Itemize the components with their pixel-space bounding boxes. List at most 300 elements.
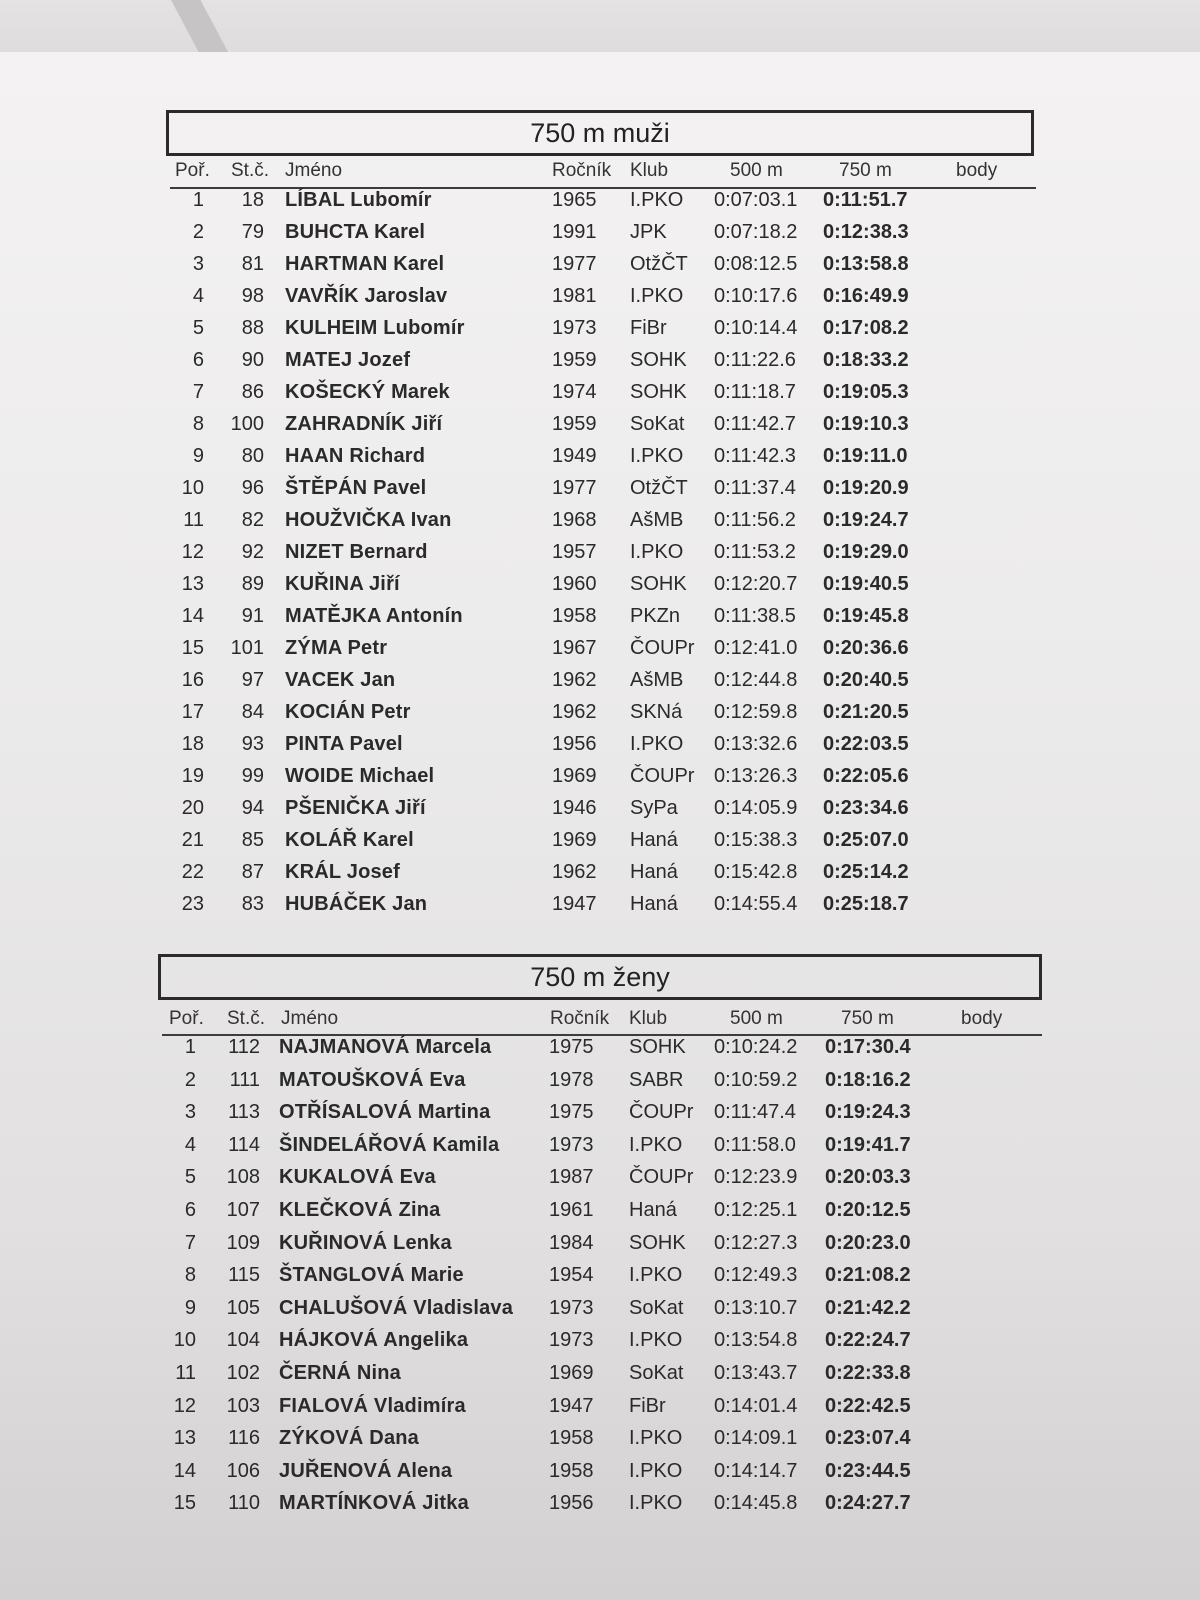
cell-cas-500m: 0:11:42.7 [714, 413, 796, 435]
cell-jmeno: HAAN Richard [285, 445, 426, 467]
cell-jmeno: KUKALOVÁ Eva [279, 1166, 436, 1189]
cell-rocnik: 1959 [552, 349, 597, 371]
cell-poradi: 8 [184, 1264, 196, 1287]
table-row [170, 189, 1050, 221]
cell-startovni-cislo: 114 [228, 1133, 260, 1156]
cell-startovni-cislo: 94 [241, 797, 264, 819]
cell-jmeno: HÁJKOVÁ Angelika [279, 1329, 469, 1352]
cell-jmeno: ZAHRADNÍK Jiří [285, 413, 443, 435]
header-jmeno: Jméno [281, 1008, 339, 1029]
header-startovni-cislo: St.č. [231, 160, 270, 181]
cell-startovni-cislo: 88 [241, 317, 264, 339]
cell-klub: I.PKO [629, 1492, 683, 1515]
cell-poradi: 6 [184, 1199, 196, 1221]
header-startovni-cislo: St.č. [227, 1008, 266, 1029]
cell-cas-750m: 0:17:08.2 [823, 317, 909, 339]
cell-klub: I.PKO [629, 1133, 683, 1156]
cell-cas-500m: 0:13:32.6 [714, 733, 798, 755]
cell-startovni-cislo: 100 [230, 413, 264, 435]
cell-klub: ČOUPr [630, 765, 695, 787]
cell-jmeno: ŠINDELÁŘOVÁ Kamila [279, 1133, 500, 1156]
cell-poradi: 21 [181, 829, 204, 851]
cell-rocnik: 1991 [552, 221, 597, 243]
table-row [162, 1329, 1042, 1361]
cell-rocnik: 1958 [549, 1427, 594, 1450]
header-poradi: Poř. [169, 1008, 204, 1029]
cell-klub: SKNá [630, 701, 683, 723]
cell-jmeno: NAJMANOVÁ Marcela [279, 1036, 492, 1058]
cell-startovni-cislo: 99 [241, 765, 264, 787]
cell-jmeno: ČERNÁ Nina [279, 1362, 402, 1384]
cell-klub: SOHK [630, 573, 687, 595]
cell-klub: SOHK [630, 381, 687, 403]
cell-klub: I.PKO [629, 1329, 683, 1352]
cell-jmeno: JUŘENOVÁ Alena [279, 1459, 453, 1482]
cell-jmeno: HOUŽVIČKA Ivan [285, 509, 452, 531]
cell-cas-750m: 0:16:49.9 [823, 285, 909, 307]
cell-cas-500m: 0:12:25.1 [714, 1199, 798, 1221]
cell-startovni-cislo: 93 [241, 733, 264, 755]
cell-jmeno: KULHEIM Lubomír [285, 317, 465, 339]
cell-jmeno: MATOUŠKOVÁ Eva [279, 1068, 466, 1091]
cell-cas-500m: 0:11:42.3 [714, 445, 796, 467]
cell-klub: Haná [630, 861, 678, 883]
table-row [170, 349, 1050, 381]
cell-startovni-cislo: 109 [226, 1231, 260, 1254]
cell-jmeno: ŠTĚPÁN Pavel [285, 477, 427, 499]
cell-cas-750m: 0:19:10.3 [823, 413, 909, 435]
cell-klub: SOHK [630, 349, 687, 371]
cell-rocnik: 1973 [552, 317, 597, 339]
cell-cas-750m: 0:19:45.8 [823, 605, 909, 627]
cell-rocnik: 1962 [552, 701, 597, 723]
cell-klub: SyPa [630, 797, 678, 819]
cell-rocnik: 1959 [552, 413, 597, 435]
cell-rocnik: 1967 [552, 637, 597, 659]
cell-jmeno: LÍBAL Lubomír [285, 189, 432, 211]
cell-rocnik: 1956 [549, 1492, 594, 1515]
cell-jmeno: MARTÍNKOVÁ Jitka [279, 1492, 469, 1515]
table-row [162, 1492, 1042, 1524]
cell-cas-750m: 0:19:40.5 [823, 573, 909, 595]
cell-startovni-cislo: 108 [226, 1166, 260, 1189]
cell-rocnik: 1975 [549, 1036, 594, 1058]
cell-startovni-cislo: 89 [241, 573, 264, 595]
cell-rocnik: 1962 [552, 861, 597, 883]
cell-startovni-cislo: 87 [241, 861, 264, 883]
cell-cas-750m: 0:23:44.5 [825, 1459, 911, 1482]
cell-klub: ČOUPr [629, 1101, 694, 1124]
cell-jmeno: MATĚJKA Antonín [285, 605, 463, 627]
cell-rocnik: 1968 [552, 509, 597, 531]
cell-poradi: 14 [173, 1459, 196, 1482]
cell-rocnik: 1973 [549, 1133, 594, 1156]
cell-cas-750m: 0:25:14.2 [823, 861, 909, 883]
cell-cas-750m: 0:21:20.5 [823, 701, 909, 723]
table-header-women [162, 1004, 1042, 1036]
cell-poradi: 15 [181, 637, 204, 659]
cell-jmeno: KUŘINOVÁ Lenka [279, 1231, 452, 1254]
cell-poradi: 10 [181, 477, 204, 499]
cell-poradi: 11 [183, 509, 204, 531]
header-poradi: Poř. [175, 160, 210, 181]
cell-cas-750m: 0:19:24.7 [823, 509, 909, 531]
table-row [170, 573, 1050, 605]
table-row [170, 445, 1050, 477]
cell-cas-500m: 0:14:14.7 [714, 1459, 798, 1482]
cell-cas-500m: 0:13:54.8 [714, 1329, 798, 1352]
cell-rocnik: 1960 [552, 573, 597, 595]
cell-cas-750m: 0:23:07.4 [825, 1427, 911, 1450]
table-row [170, 605, 1050, 637]
cell-cas-500m: 0:11:37.4 [714, 477, 796, 499]
table-row [162, 1036, 1042, 1068]
table-row [170, 477, 1050, 509]
header-body: body [956, 160, 998, 181]
cell-cas-750m: 0:19:24.3 [825, 1101, 911, 1124]
table-row [162, 1427, 1042, 1459]
cell-poradi: 2 [192, 221, 204, 243]
cell-cas-500m: 0:15:42.8 [714, 861, 798, 883]
table-row [170, 765, 1050, 797]
cell-cas-750m: 0:12:38.3 [823, 221, 909, 243]
cell-cas-750m: 0:18:16.2 [825, 1068, 911, 1091]
cell-rocnik: 1947 [549, 1394, 594, 1417]
table-header-men [170, 157, 1036, 189]
cell-cas-750m: 0:13:58.8 [823, 253, 909, 275]
cell-startovni-cislo: 102 [226, 1362, 260, 1384]
cell-startovni-cislo: 111 [229, 1068, 260, 1091]
cell-poradi: 11 [175, 1362, 196, 1384]
cell-cas-500m: 0:12:49.3 [714, 1264, 798, 1287]
cell-klub: I.PKO [629, 1459, 683, 1482]
cell-cas-500m: 0:11:38.5 [714, 605, 796, 627]
cell-cas-750m: 0:19:29.0 [823, 541, 909, 563]
cell-rocnik: 1987 [549, 1166, 594, 1189]
cell-cas-500m: 0:14:09.1 [714, 1427, 798, 1450]
cell-poradi: 9 [192, 445, 204, 467]
cell-startovni-cislo: 18 [241, 189, 264, 211]
table-row [162, 1069, 1042, 1101]
cell-klub: I.PKO [630, 733, 684, 755]
cell-rocnik: 1949 [552, 445, 597, 467]
cell-poradi: 9 [184, 1296, 196, 1319]
table-row [170, 509, 1050, 541]
cell-cas-500m: 0:10:24.2 [714, 1036, 798, 1058]
cell-klub: SABR [629, 1068, 684, 1091]
cell-cas-500m: 0:10:14.4 [714, 317, 798, 339]
cell-klub: Haná [630, 829, 678, 851]
cell-rocnik: 1956 [552, 733, 597, 755]
cell-startovni-cislo: 91 [241, 605, 264, 627]
cell-klub: AšMB [630, 669, 684, 691]
table-row [170, 285, 1050, 317]
cell-cas-750m: 0:17:30.4 [825, 1036, 911, 1058]
cell-rocnik: 1984 [549, 1231, 594, 1254]
cell-poradi: 3 [192, 253, 204, 275]
cell-rocnik: 1969 [552, 765, 597, 787]
cell-startovni-cislo: 106 [226, 1459, 260, 1482]
cell-startovni-cislo: 85 [241, 829, 264, 851]
cell-cas-500m: 0:14:05.9 [714, 797, 798, 819]
cell-jmeno: KUŘINA Jiří [285, 573, 400, 595]
cell-cas-500m: 0:12:41.0 [714, 637, 798, 659]
table-row [162, 1297, 1042, 1329]
cell-jmeno: MATEJ Jozef [285, 349, 411, 371]
cell-rocnik: 1973 [549, 1296, 594, 1319]
cell-jmeno: ZÝMA Petr [285, 637, 388, 659]
cell-cas-750m: 0:18:33.2 [823, 349, 909, 371]
cell-cas-750m: 0:25:07.0 [823, 829, 909, 851]
cell-rocnik: 1973 [549, 1329, 594, 1352]
cell-poradi: 1 [192, 189, 204, 211]
cell-jmeno: KLEČKOVÁ Zina [279, 1199, 441, 1221]
cell-klub: I.PKO [629, 1264, 683, 1287]
cell-cas-500m: 0:10:17.6 [714, 285, 798, 307]
cell-startovni-cislo: 92 [241, 541, 264, 563]
cell-poradi: 19 [181, 765, 204, 787]
cell-jmeno: KOŠECKÝ Marek [285, 381, 450, 403]
cell-klub: I.PKO [629, 1427, 683, 1450]
cell-cas-750m: 0:19:05.3 [823, 381, 909, 403]
cell-rocnik: 1946 [552, 797, 597, 819]
table-row [162, 1362, 1042, 1394]
cell-jmeno: KOLÁŘ Karel [285, 829, 414, 851]
cell-cas-500m: 0:07:03.1 [714, 189, 798, 211]
table-row [170, 893, 1050, 925]
cell-jmeno: PŠENIČKA Jiří [285, 797, 426, 819]
cell-startovni-cislo: 105 [226, 1296, 260, 1319]
cell-klub: SOHK [629, 1036, 686, 1058]
cell-rocnik: 1957 [552, 541, 597, 563]
cell-poradi: 4 [184, 1133, 196, 1156]
table-row [170, 669, 1050, 701]
header-klub: Klub [630, 160, 669, 181]
table-row [170, 381, 1050, 413]
header-750m: 750 m [839, 160, 892, 181]
cell-rocnik: 1977 [552, 477, 597, 499]
cell-klub: I.PKO [630, 285, 684, 307]
cell-rocnik: 1965 [552, 189, 597, 211]
cell-poradi: 15 [173, 1492, 196, 1515]
cell-cas-750m: 0:20:40.5 [823, 669, 909, 691]
cell-poradi: 12 [181, 541, 204, 563]
table-row [162, 1460, 1042, 1492]
table-row [162, 1264, 1042, 1296]
cell-poradi: 23 [181, 893, 204, 915]
cell-rocnik: 1978 [549, 1068, 594, 1091]
cell-klub: FiBr [630, 317, 667, 339]
cell-poradi: 3 [184, 1101, 196, 1124]
cell-startovni-cislo: 80 [241, 445, 264, 467]
cell-poradi: 6 [192, 349, 204, 371]
cell-jmeno: NIZET Bernard [285, 541, 428, 563]
cell-startovni-cislo: 79 [241, 221, 264, 243]
cell-cas-500m: 0:11:18.7 [714, 381, 796, 403]
table-row [170, 413, 1050, 445]
cell-rocnik: 1981 [552, 285, 597, 307]
cell-klub: ČOUPr [629, 1166, 694, 1189]
cell-cas-500m: 0:13:43.7 [714, 1362, 798, 1384]
cell-klub: SoKat [629, 1362, 684, 1384]
table-row [162, 1395, 1042, 1427]
table-row [162, 1232, 1042, 1264]
cell-startovni-cislo: 101 [230, 637, 264, 659]
cell-poradi: 20 [181, 797, 204, 819]
cell-cas-500m: 0:11:58.0 [714, 1133, 796, 1156]
cell-klub: I.PKO [630, 189, 684, 211]
cell-poradi: 2 [184, 1068, 196, 1091]
cell-klub: JPK [630, 221, 667, 243]
cell-startovni-cislo: 83 [241, 893, 264, 915]
cell-poradi: 12 [173, 1394, 196, 1417]
cell-startovni-cislo: 110 [228, 1492, 260, 1515]
cell-jmeno: OTŘÍSALOVÁ Martina [279, 1101, 491, 1124]
table-row [170, 829, 1050, 861]
cell-rocnik: 1969 [552, 829, 597, 851]
table-row [170, 253, 1050, 285]
table-row [170, 221, 1050, 253]
header-body: body [961, 1008, 1003, 1029]
cell-klub: AšMB [630, 509, 684, 531]
cell-cas-500m: 0:13:10.7 [714, 1296, 798, 1319]
cell-cas-500m: 0:12:59.8 [714, 701, 798, 723]
cell-poradi: 1 [184, 1036, 196, 1058]
cell-poradi: 16 [181, 669, 204, 691]
cell-cas-750m: 0:20:23.0 [825, 1231, 911, 1254]
cell-poradi: 13 [181, 573, 204, 595]
cell-cas-500m: 0:15:38.3 [714, 829, 798, 851]
cell-jmeno: HUBÁČEK Jan [285, 893, 428, 915]
cell-poradi: 4 [192, 285, 204, 307]
table-row [162, 1166, 1042, 1198]
cell-jmeno: KOCIÁN Petr [285, 701, 411, 723]
cell-klub: Haná [629, 1199, 677, 1221]
cell-cas-750m: 0:25:18.7 [823, 893, 909, 915]
cell-startovni-cislo: 82 [241, 509, 264, 531]
table-row [170, 797, 1050, 829]
cell-klub: ČOUPr [630, 637, 695, 659]
cell-rocnik: 1969 [549, 1362, 594, 1384]
cell-cas-500m: 0:14:55.4 [714, 893, 798, 915]
cell-startovni-cislo: 103 [226, 1394, 260, 1417]
cell-cas-750m: 0:20:36.6 [823, 637, 909, 659]
cell-cas-750m: 0:23:34.6 [823, 797, 909, 819]
cell-rocnik: 1958 [552, 605, 597, 627]
cell-startovni-cislo: 81 [241, 253, 264, 275]
cell-jmeno: VAVŘÍK Jaroslav [285, 285, 448, 307]
section-title-men: 750 m muži [166, 110, 1034, 156]
table-row [170, 701, 1050, 733]
cell-startovni-cislo: 97 [241, 669, 264, 691]
cell-poradi: 10 [173, 1329, 196, 1352]
cell-cas-500m: 0:12:44.8 [714, 669, 798, 691]
cell-cas-500m: 0:12:27.3 [714, 1231, 798, 1254]
cell-jmeno: BUHCTA Karel [285, 221, 426, 243]
cell-rocnik: 1977 [552, 253, 597, 275]
cell-cas-750m: 0:11:51.7 [823, 189, 908, 211]
cell-poradi: 22 [181, 861, 204, 883]
cell-cas-750m: 0:22:24.7 [825, 1329, 911, 1352]
cell-cas-500m: 0:14:01.4 [714, 1394, 798, 1417]
cell-jmeno: WOIDE Michael [285, 765, 435, 787]
cell-cas-750m: 0:24:27.7 [825, 1492, 911, 1515]
header-jmeno: Jméno [285, 160, 343, 181]
cell-startovni-cislo: 96 [241, 477, 264, 499]
cell-cas-500m: 0:11:22.6 [714, 349, 796, 371]
cell-cas-500m: 0:13:26.3 [714, 765, 798, 787]
cell-startovni-cislo: 90 [241, 349, 264, 371]
cell-cas-500m: 0:11:47.4 [714, 1101, 796, 1124]
cell-cas-500m: 0:10:59.2 [714, 1068, 798, 1091]
cell-jmeno: KRÁL Josef [285, 861, 400, 883]
cell-cas-500m: 0:12:20.7 [714, 573, 798, 595]
cell-cas-750m: 0:20:12.5 [825, 1199, 911, 1221]
header-500m: 500 m [730, 1008, 783, 1029]
table-row [170, 317, 1050, 349]
cell-jmeno: FIALOVÁ Vladimíra [279, 1394, 466, 1417]
cell-rocnik: 1974 [552, 381, 597, 403]
cell-rocnik: 1975 [549, 1101, 594, 1124]
cell-poradi: 18 [181, 733, 204, 755]
cell-klub: SOHK [629, 1231, 686, 1254]
cell-poradi: 17 [181, 701, 204, 723]
table-row [170, 733, 1050, 765]
cell-poradi: 8 [192, 413, 204, 435]
cell-startovni-cislo: 116 [228, 1427, 260, 1450]
cell-klub: SoKat [630, 413, 685, 435]
table-row [170, 637, 1050, 669]
cell-jmeno: ZÝKOVÁ Dana [279, 1427, 420, 1450]
table-row [170, 861, 1050, 893]
cell-cas-750m: 0:22:33.8 [825, 1362, 911, 1384]
cell-startovni-cislo: 107 [226, 1199, 260, 1221]
cell-jmeno: PINTA Pavel [285, 733, 403, 755]
cell-jmeno: ŠTANGLOVÁ Marie [279, 1264, 464, 1287]
table-row [162, 1199, 1042, 1231]
table-row [162, 1134, 1042, 1166]
header-rocnik: Ročník [552, 160, 612, 181]
cell-startovni-cislo: 84 [241, 701, 264, 723]
cell-cas-500m: 0:11:56.2 [714, 509, 796, 531]
cell-cas-750m: 0:20:03.3 [825, 1166, 911, 1189]
cell-startovni-cislo: 115 [228, 1264, 260, 1287]
cell-cas-750m: 0:21:08.2 [825, 1264, 911, 1287]
cell-klub: SoKat [629, 1296, 684, 1319]
cell-klub: Haná [630, 893, 678, 915]
table-row [170, 541, 1050, 573]
cell-klub: FiBr [629, 1394, 666, 1417]
cell-cas-500m: 0:14:45.8 [714, 1492, 798, 1515]
cell-klub: OtžČT [630, 477, 688, 499]
cell-jmeno: CHALUŠOVÁ Vladislava [279, 1296, 514, 1319]
cell-klub: I.PKO [630, 445, 684, 467]
cell-cas-500m: 0:12:23.9 [714, 1166, 798, 1189]
header-750m: 750 m [841, 1008, 894, 1029]
cell-poradi: 14 [181, 605, 204, 627]
cell-cas-750m: 0:22:05.6 [823, 765, 909, 787]
cell-cas-750m: 0:22:42.5 [825, 1394, 911, 1417]
cell-poradi: 7 [184, 1231, 196, 1254]
cell-cas-500m: 0:07:18.2 [714, 221, 798, 243]
cell-poradi: 5 [192, 317, 204, 339]
cell-poradi: 13 [173, 1427, 196, 1450]
cell-rocnik: 1954 [549, 1264, 594, 1287]
cell-startovni-cislo: 86 [241, 381, 264, 403]
cell-poradi: 5 [184, 1166, 196, 1189]
header-rocnik: Ročník [550, 1008, 610, 1029]
cell-rocnik: 1947 [552, 893, 597, 915]
